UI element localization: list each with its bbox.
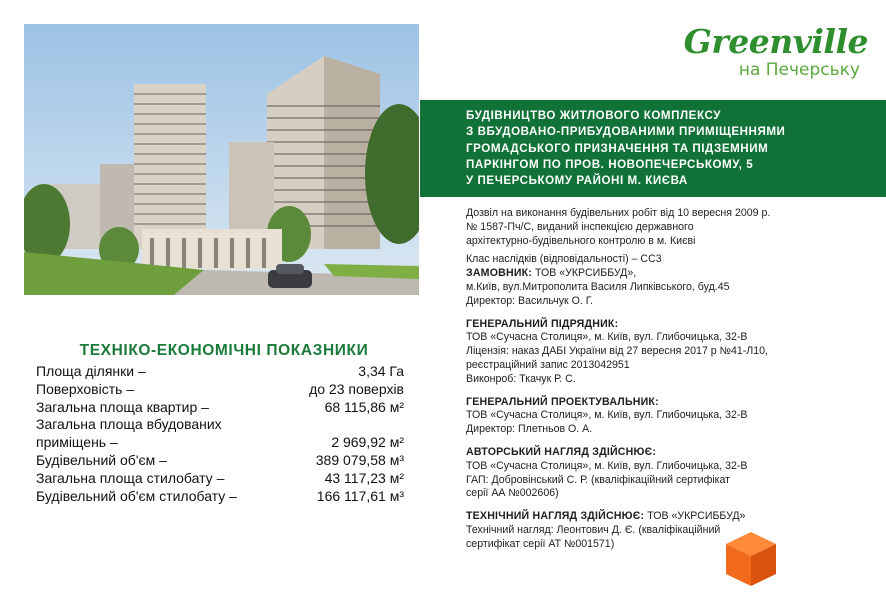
technical-supervision-block (466, 510, 878, 551)
tep-row (36, 363, 408, 381)
tep-value: 166 117,61 м³ (316, 487, 404, 504)
logo-subtitle: на Печерську (738, 60, 860, 80)
customer-block (466, 267, 878, 308)
tep-key: Будівельний об'єм – (36, 451, 167, 468)
building-render-image (24, 24, 419, 295)
permit-line: архітектурно-будівельного контролю в м. Києві (466, 234, 696, 247)
permit-line: № 1587-Пч/С, виданий інспекцією державного (466, 220, 694, 233)
consequence-class: Клас наслідків (відповідальності) – СС3 (466, 253, 662, 266)
tep-value: 2 969,92 м² (331, 434, 404, 451)
tep-row (36, 434, 408, 452)
tep-row (36, 381, 408, 399)
project-title-line: З ВБУДОВАНО-ПРИБУДОВАНИМИ ПРИМІЩЕННЯМИ (466, 125, 786, 139)
tep-key: Поверховість – (36, 380, 135, 397)
technical-supervision-line: Технічний нагляд: Леонтович Д. Є. (кваліфікаційний (466, 523, 721, 536)
tep-row (36, 488, 408, 506)
tep-row (36, 399, 408, 417)
tep-row (36, 452, 408, 470)
permit-line: Дозвіл на виконання будівельних робіт від 10 вересня 2009 р. (466, 207, 771, 219)
author-supervision-line: ГАП: Добровінський С. Р. (кваліфікаційний сертифікат (466, 473, 731, 486)
author-supervision-label: АВТОРСЬКИЙ НАГЛЯД ЗДІЙСНЮЄ: (466, 445, 657, 458)
customer-label: ЗАМОВНИК: (466, 267, 533, 280)
tep-value: 68 115,86 м² (324, 398, 404, 415)
project-title-line: У ПЕЧЕРСЬКОМУ РАЙОНІ М. КИЄВА (466, 174, 688, 188)
tep-key: Загальна площа вбудованих (36, 416, 222, 433)
tep-value: 43 117,23 м² (324, 469, 404, 486)
technical-economic-indicators (36, 342, 408, 505)
permit-block (466, 207, 878, 248)
general-contractor-line: ТОВ «Сучасна Столиця», м. Київ, вул. Глибочицька, 32-В (466, 331, 748, 344)
customer-line: Директор: Васильчук О. Г. (466, 294, 594, 307)
general-designer-block (466, 396, 878, 437)
greenville-logo (648, 22, 868, 86)
tep-key: Площа ділянки – (36, 363, 146, 379)
tep-key: приміщень – (36, 434, 118, 451)
tep-key: Загальна площа квартир – (36, 398, 209, 415)
logo-wordmark: Greenville (683, 22, 868, 61)
general-contractor-label: ГЕНЕРАЛЬНИЙ ПІДРЯДНИК: (466, 317, 619, 330)
tep-row (36, 416, 408, 434)
project-title-line: ГРОМАДСЬКОГО ПРИЗНАЧЕННЯ ТА ПІДЗЕМНИМ (466, 141, 769, 155)
general-designer-label: ГЕНЕРАЛЬНИЙ ПРОЕКТУВАЛЬНИК: (466, 395, 659, 408)
general-contractor-line: Ліцензія: наказ ДАБІ України від 27 вересня 2017 р №41-Л10, (466, 345, 768, 358)
project-info (466, 207, 878, 561)
author-supervision-line: ТОВ «Сучасна Столиця», м. Київ, вул. Глибочицька, 32-В (466, 459, 748, 472)
general-designer-line: ТОВ «Сучасна Столиця», м. Київ, вул. Глибочицька, 32-В (466, 409, 748, 422)
header-band (420, 100, 886, 197)
customer-name: ТОВ «УКРСИББУД», (532, 267, 637, 280)
cube-logo-icon (724, 530, 778, 588)
project-title-line: ПАРКІНГОМ ПО ПРОВ. НОВОПЕЧЕРСЬКОМУ, 5 (466, 157, 754, 171)
tep-key: Будівельний об'єм стилобату – (36, 487, 237, 504)
tep-row (36, 470, 408, 488)
technical-supervision-line: сертифікат серії АТ №001571) (466, 537, 615, 550)
project-title (466, 108, 876, 189)
customer-line: м.Київ, вул.Митрополита Василя Липківського, буд.45 (466, 280, 730, 293)
tep-value: 3,34 Га (358, 363, 404, 379)
technical-supervision-name: ТОВ «УКРСИББУД» (644, 510, 746, 523)
tep-title: ТЕХНІКО-ЕКОНОМІЧНІ ПОКАЗНИКИ (79, 342, 369, 359)
author-supervision-block (466, 446, 878, 501)
technical-supervision-label: ТЕХНІЧНИЙ НАГЛЯД ЗДІЙСНЮЄ: (466, 510, 645, 523)
author-supervision-line: серії АА №002606) (466, 487, 559, 500)
general-contractor-block (466, 318, 878, 387)
general-contractor-line: реєстраційний запис 2013042951 (466, 358, 630, 371)
general-contractor-line: Виконроб: Ткачук Р. С. (466, 372, 576, 385)
tep-key: Загальна площа стилобату – (36, 469, 225, 486)
tep-value: до 23 поверхів (309, 380, 404, 397)
project-title-line: БУДІВНИЦТВО ЖИТЛОВОГО КОМПЛЕКСУ (466, 109, 721, 122)
tep-value: 389 079,58 м³ (315, 451, 404, 468)
general-designer-line: Директор: Плетньов О. А. (466, 423, 593, 436)
